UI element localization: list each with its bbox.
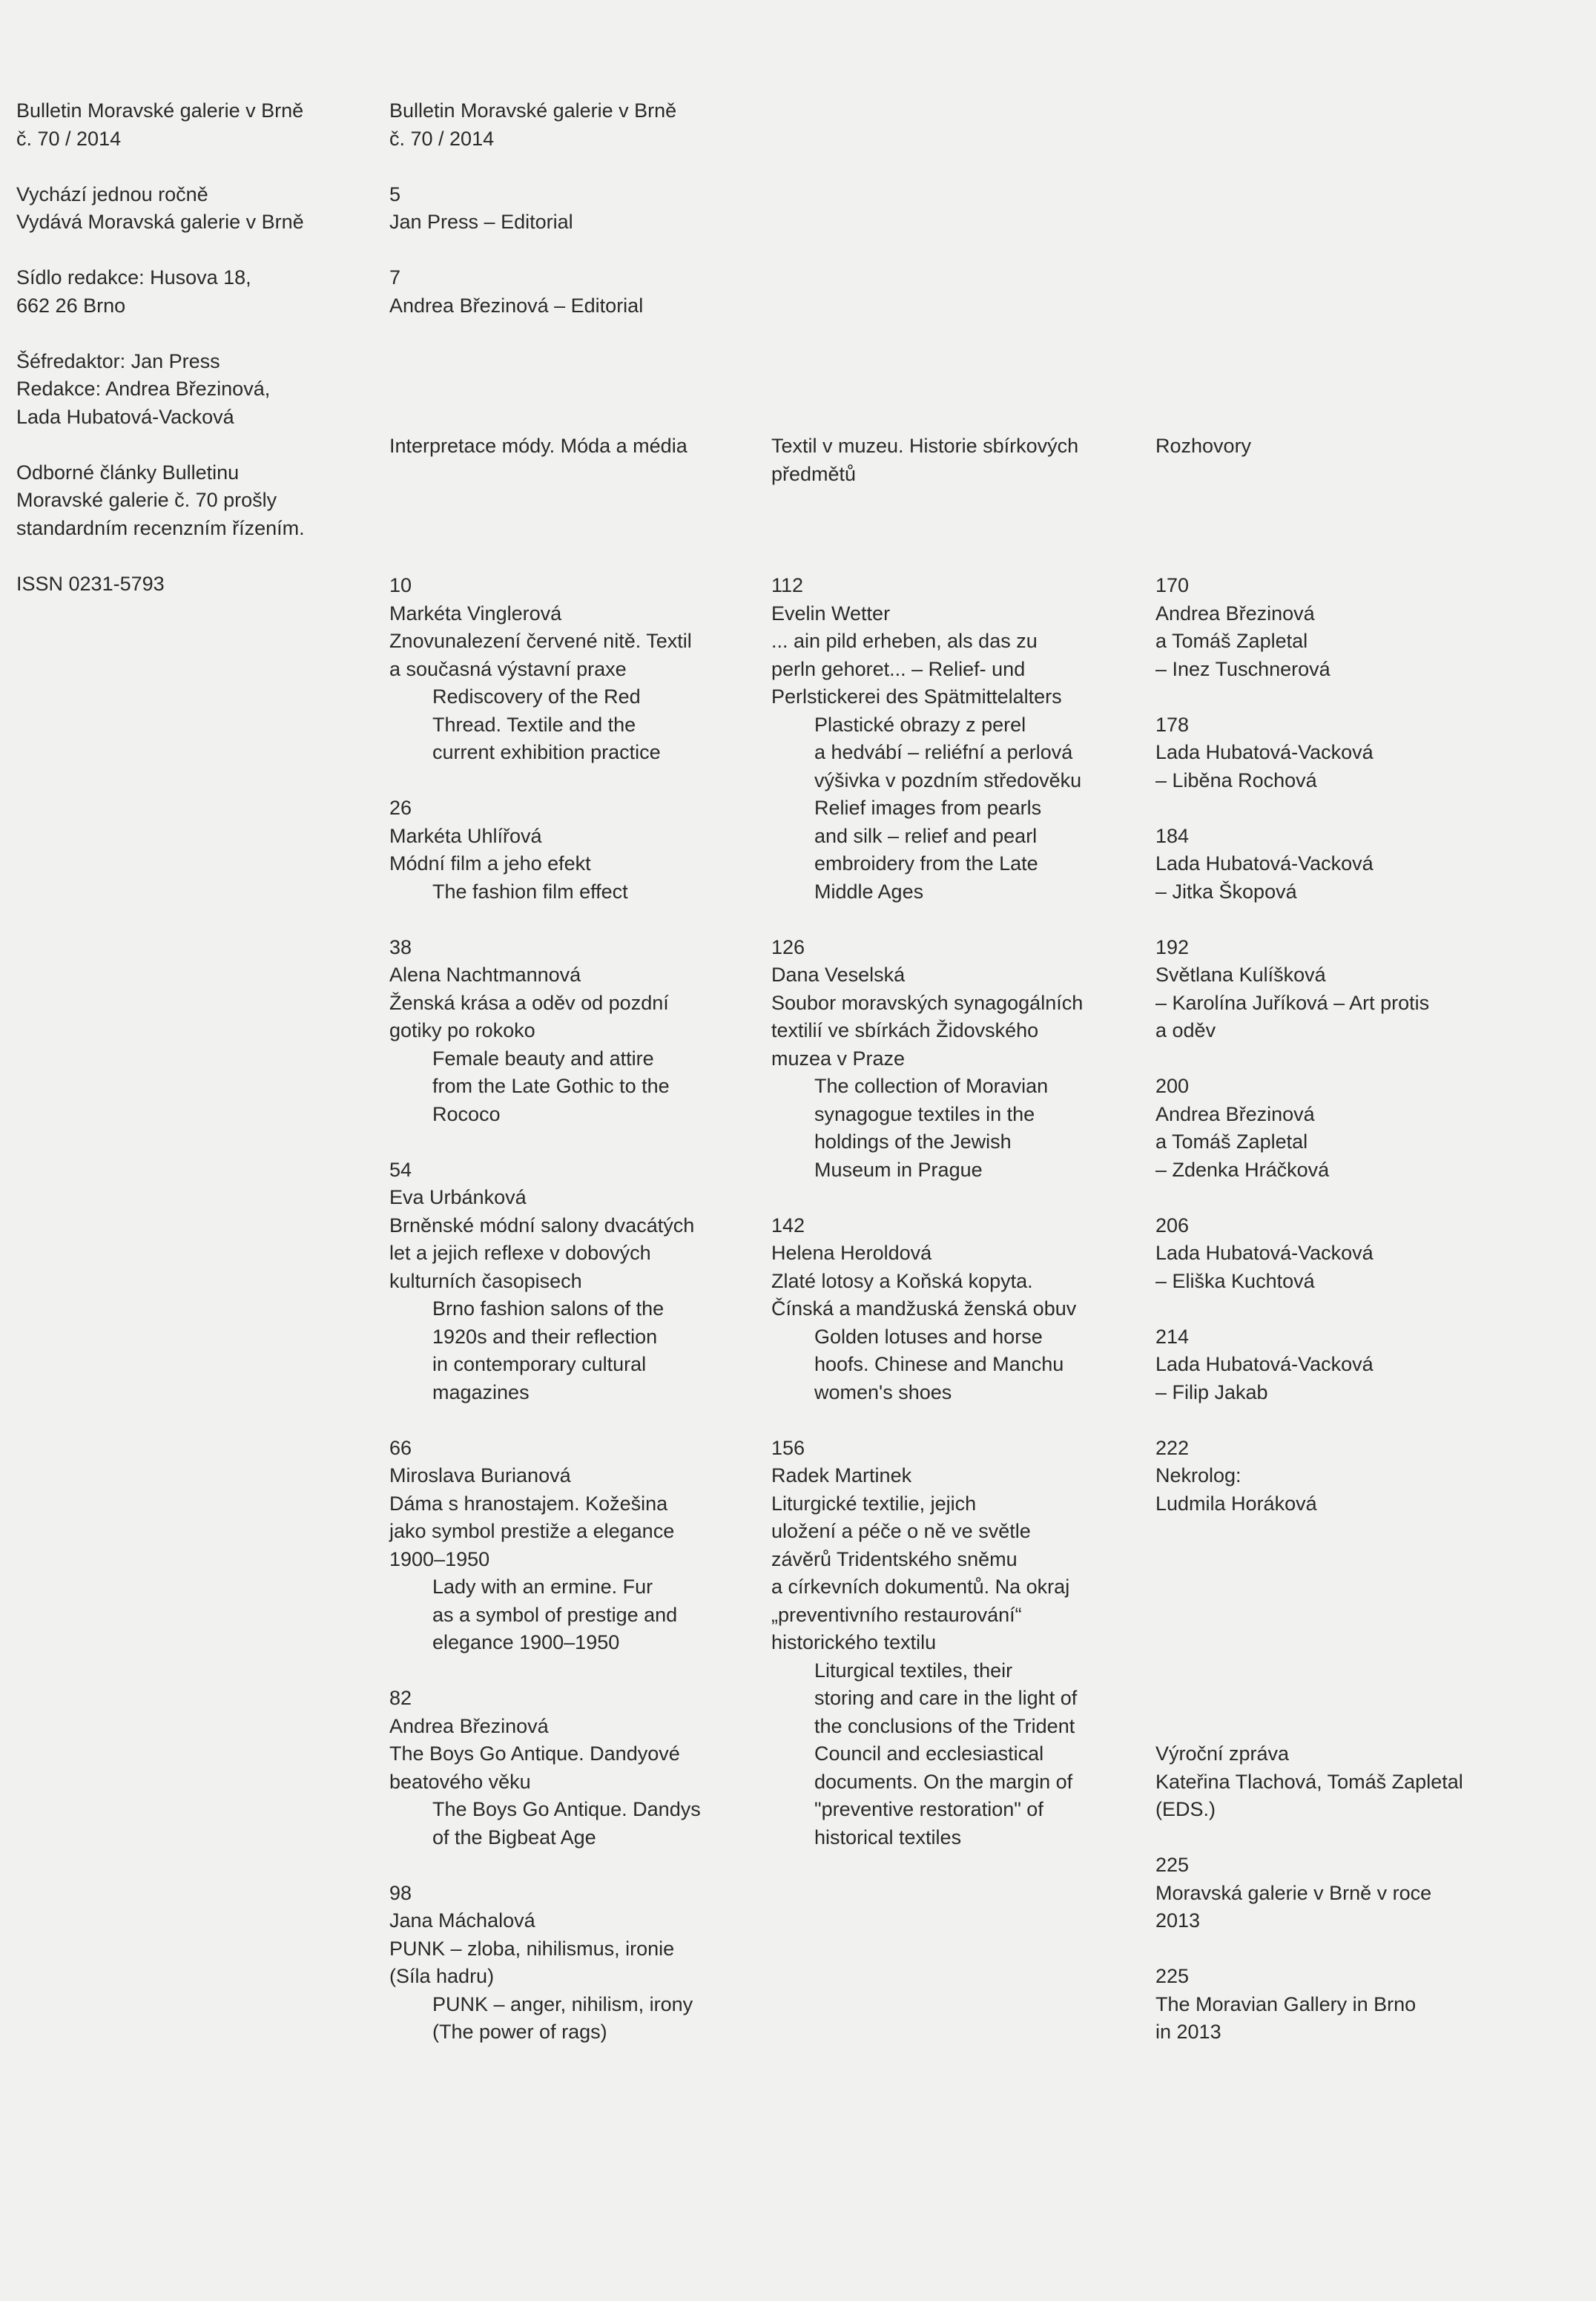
entry-english-title: documents. On the margin of	[814, 1770, 1073, 1793]
entry-page: 112	[771, 574, 804, 596]
entry-author: Markéta Uhlířová	[389, 824, 542, 847]
section-heading-textiles: Textil v muzeu. Historie sbírkových předmětů	[771, 435, 1079, 485]
entry-line: – Liběna Rochová	[1155, 768, 1317, 791]
entry-line: Lada Hubatová-Vacková	[1155, 1353, 1374, 1375]
annual-report	[1155, 1740, 1526, 2047]
toc-entry[interactable]	[1155, 1073, 1526, 1184]
entry-line: Andrea Březinová	[1155, 1102, 1315, 1125]
editorial-page: 5	[389, 182, 401, 205]
toc-entry[interactable]	[1155, 823, 1526, 906]
entry-page: 170	[1155, 574, 1190, 596]
entry-line: – Karolína Juříková – Art protis	[1155, 991, 1430, 1014]
entry-author: Alena Nachtmannová	[389, 964, 581, 986]
entry-title: Brněnské módní salony dvacátých	[389, 1214, 695, 1237]
entry-title: ... ain pild erheben, als das zu	[771, 630, 1038, 652]
entry-page: 54	[389, 1158, 412, 1181]
entry-title: a současná výstavní praxe	[389, 657, 627, 680]
toc-entry[interactable]	[1155, 1851, 1526, 1935]
entry-page: 82	[389, 1687, 412, 1709]
entry-author: Helena Heroldová	[771, 1242, 932, 1264]
entry-title: kulturních časopisech	[389, 1269, 582, 1292]
entry-line: Lada Hubatová-Vacková	[1155, 852, 1374, 875]
imprint-chief-editor: Šéfredaktor: Jan Press	[16, 349, 220, 372]
entry-english-title: Brno fashion salons of the	[432, 1297, 665, 1320]
entry-english-title: in contemporary cultural	[432, 1353, 647, 1375]
entry-english-title: The Boys Go Antique. Dandys	[432, 1798, 701, 1820]
entry-title: Čínská a mandžuská ženská obuv	[771, 1297, 1077, 1320]
entry-title: a církevních dokumentů. Na okraj	[771, 1576, 1070, 1598]
entry-english-title: the conclusions of the Trident	[814, 1714, 1075, 1737]
entry-title: gotiky po rokoko	[389, 1019, 535, 1041]
entry-english-title: Relief images from pearls	[814, 797, 1042, 819]
toc-title: Bulletin Moravské galerie v Brně	[389, 99, 677, 122]
toc-column-interviews	[1155, 572, 1526, 1518]
entry-page: 98	[389, 1881, 412, 1904]
entry-title: Zlaté lotosy a Koňská kopyta.	[771, 1269, 1033, 1292]
entry-line: Lada Hubatová-Vacková	[1155, 741, 1374, 763]
entry-line: Andrea Březinová	[1155, 602, 1315, 625]
entry-english-title: as a symbol of prestige and	[432, 1603, 678, 1626]
entry-line: Lada Hubatová-Vacková	[1155, 1242, 1374, 1264]
entry-title: Liturgické textilie, jejich	[771, 1492, 977, 1515]
entry-line: a Tomáš Zapletal	[1155, 630, 1308, 652]
entry-page: 142	[771, 1214, 805, 1237]
toc-entry[interactable]	[1155, 1435, 1526, 1518]
entry-english-title: a hedvábí – reliéfní a perlová	[814, 741, 1073, 763]
toc-entry[interactable]	[771, 934, 1150, 1185]
annual-report-editors: Kateřina Tlachová, Tomáš Zapletal	[1155, 1770, 1463, 1793]
entry-title: PUNK – zloba, nihilismus, ironie	[389, 1937, 675, 1960]
imprint-publisher: Vydává Moravská galerie v Brně	[16, 211, 304, 233]
entry-english-title: of the Bigbeat Age	[432, 1826, 596, 1849]
toc-entry[interactable]	[1155, 711, 1526, 795]
toc-column-fashion	[389, 572, 760, 2047]
entry-english-title: Middle Ages	[814, 880, 924, 903]
entry-author: Eva Urbánková	[389, 1186, 527, 1208]
entry-title: Ženská krása a oděv od pozdní	[389, 991, 669, 1014]
entry-english-title: Council and ecclesiastical	[814, 1742, 1044, 1765]
toc-entry[interactable]	[1155, 572, 1526, 683]
toc-entry[interactable]	[389, 1685, 760, 1851]
entry-title: The Boys Go Antique. Dandyové	[389, 1742, 680, 1765]
entry-english-title: magazines	[432, 1380, 530, 1403]
entry-title: Znovunalezení červené nitě. Textil	[389, 630, 692, 652]
imprint-review-note: Moravské galerie č. 70 prošly	[16, 489, 277, 511]
annual-report-heading: Výroční zpráva	[1155, 1742, 1290, 1765]
entry-english-title: Plastické obrazy z perel	[814, 713, 1026, 736]
imprint-editors: Redakce: Andrea Březinová,	[16, 378, 271, 400]
entry-title: Perlstickerei des Spätmittelalters	[771, 685, 1062, 708]
entry-english-title: storing and care in the light of	[814, 1687, 1078, 1709]
entry-author: Radek Martinek	[771, 1464, 912, 1487]
entry-title: textilií ve sbírkách Židovského	[771, 1019, 1039, 1041]
entry-title: „preventivního restaurování“	[771, 1603, 1022, 1626]
editorial-entry: Jan Press – Editorial	[389, 211, 573, 233]
entry-page: 225	[1155, 1854, 1190, 1876]
entry-author: Evelin Wetter	[771, 602, 891, 625]
imprint-editors: Lada Hubatová-Vacková	[16, 405, 234, 428]
entry-english-title: (The power of rags)	[432, 2021, 607, 2043]
entry-page: 126	[771, 935, 805, 958]
entry-english-title: Liturgical textiles, their	[814, 1659, 1013, 1682]
entry-english-title: PUNK – anger, nihilism, irony	[432, 1992, 693, 2015]
entry-line: – Zdenka Hráčková	[1155, 1158, 1330, 1181]
entry-english-title: Museum in Prague	[814, 1158, 983, 1181]
entry-title: let a jejich reflexe v dobových	[389, 1242, 651, 1264]
toc-entry[interactable]	[1155, 1963, 1526, 2047]
toc-entry[interactable]	[389, 572, 760, 767]
entry-page: 200	[1155, 1075, 1190, 1097]
imprint-frequency: Vychází jednou ročně	[16, 182, 208, 205]
entry-english-title: The collection of Moravian	[814, 1075, 1049, 1097]
entry-english-title: Rediscovery of the Red	[432, 685, 641, 708]
entry-line: a Tomáš Zapletal	[1155, 1130, 1308, 1153]
entry-author: Miroslava Burianová	[389, 1464, 571, 1487]
toc-header	[389, 97, 760, 320]
toc-entry[interactable]	[389, 1880, 760, 2047]
editorial-page: 7	[389, 266, 401, 289]
toc-entry[interactable]	[1155, 1212, 1526, 1296]
entry-english-title: výšivka v pozdním středověku	[814, 768, 1082, 791]
entry-page: 66	[389, 1436, 412, 1459]
imprint-title: Bulletin Moravské galerie v Brně	[16, 99, 304, 122]
entry-english-title: from the Late Gothic to the	[432, 1075, 670, 1097]
entry-english-title: The fashion film effect	[432, 880, 628, 903]
entry-title: jako symbol prestiže a elegance	[389, 1520, 675, 1542]
entry-english-title: current exhibition practice	[432, 741, 661, 763]
editorial-entry: Andrea Březinová – Editorial	[389, 294, 644, 317]
annual-report-eds: (EDS.)	[1155, 1798, 1216, 1820]
entry-line: 2013	[1155, 1909, 1201, 1932]
entry-author: Jana Máchalová	[389, 1909, 535, 1932]
toc-entry[interactable]	[389, 1156, 760, 1407]
entry-line: – Eliška Kuchtová	[1155, 1269, 1315, 1292]
entry-english-title: hoofs. Chinese and Manchu	[814, 1353, 1064, 1375]
imprint-issn: ISSN 0231-5793	[16, 572, 165, 595]
entry-line: in 2013	[1155, 2021, 1221, 2043]
entry-line: Ludmila Horáková	[1155, 1492, 1317, 1515]
section-heading-fashion: Interpretace módy. Móda a média	[389, 435, 687, 457]
entry-author: Markéta Vinglerová	[389, 602, 562, 625]
entry-line: The Moravian Gallery in Brno	[1155, 1992, 1417, 2015]
toc-entry[interactable]	[771, 1435, 1150, 1852]
entry-english-title: women's shoes	[814, 1380, 952, 1403]
entry-line: – Inez Tuschnerová	[1155, 657, 1330, 680]
entry-line: – Jitka Škopová	[1155, 880, 1297, 903]
entry-page: 222	[1155, 1436, 1190, 1459]
imprint	[16, 97, 365, 598]
entry-line: Moravská galerie v Brně v roce	[1155, 1881, 1432, 1904]
entry-page: 38	[389, 935, 412, 958]
entry-page: 156	[771, 1436, 805, 1459]
entry-english-title: historical textiles	[814, 1826, 962, 1849]
entry-line: Světlana Kulíšková	[1155, 964, 1326, 986]
entry-title: Módní film a jeho efekt	[389, 852, 591, 875]
entry-title: 1900–1950	[389, 1547, 490, 1570]
entry-page: 184	[1155, 824, 1190, 847]
entry-english-title: "preventive restoration" of	[814, 1798, 1043, 1820]
imprint-review-note: Odborné články Bulletinu	[16, 461, 240, 484]
entry-title: perln gehoret... – Relief- und	[771, 657, 1026, 680]
entry-title: Dáma s hranostajem. Kožešina	[389, 1492, 668, 1515]
entry-english-title: 1920s and their reflection	[432, 1325, 658, 1348]
toc-entry[interactable]	[389, 934, 760, 1129]
toc-column-textiles	[771, 572, 1150, 1851]
entry-english-title: and silk – relief and pearl	[814, 824, 1038, 847]
section-heading-interviews: Rozhovory	[1155, 435, 1252, 457]
toc-entry[interactable]	[1155, 934, 1526, 1045]
imprint-address: 662 26 Brno	[16, 294, 126, 317]
entry-english-title: elegance 1900–1950	[432, 1631, 620, 1653]
entry-line: – Filip Jakab	[1155, 1380, 1268, 1403]
entry-page: 206	[1155, 1214, 1190, 1237]
entry-title: muzea v Praze	[771, 1047, 906, 1070]
entry-author: Dana Veselská	[771, 964, 906, 986]
toc-entry[interactable]	[771, 1212, 1150, 1407]
imprint-issue: č. 70 / 2014	[16, 127, 122, 150]
toc-entry[interactable]	[1155, 1323, 1526, 1407]
entry-page: 214	[1155, 1325, 1190, 1348]
entry-english-title: Golden lotuses and horse	[814, 1325, 1043, 1348]
entry-english-title: embroidery from the Late	[814, 852, 1038, 875]
entry-title: Soubor moravských synagogálních	[771, 991, 1084, 1014]
entry-page: 10	[389, 574, 412, 596]
entry-line: a oděv	[1155, 1019, 1216, 1041]
entry-english-title: Female beauty and attire	[432, 1047, 654, 1070]
entry-english-title: Lady with an ermine. Fur	[432, 1576, 653, 1598]
imprint-review-note: standardním recenzním řízením.	[16, 516, 305, 539]
entry-english-title: synagogue textiles in the	[814, 1102, 1035, 1125]
entry-page: 225	[1155, 1965, 1190, 1987]
entry-title: beatového věku	[389, 1770, 531, 1793]
entry-title: historického textilu	[771, 1631, 937, 1653]
toc-issue: č. 70 / 2014	[389, 127, 495, 150]
toc-entry[interactable]	[389, 794, 760, 906]
imprint-address: Sídlo redakce: Husova 18,	[16, 266, 251, 289]
entry-title: uložení a péče o ně ve světle	[771, 1520, 1031, 1542]
entry-english-title: holdings of the Jewish	[814, 1130, 1012, 1153]
entry-page: 26	[389, 797, 412, 819]
entry-english-title: Rococo	[432, 1102, 501, 1125]
entry-line: Nekrolog:	[1155, 1464, 1241, 1487]
toc-entry[interactable]	[389, 1435, 760, 1657]
entry-page: 178	[1155, 713, 1190, 736]
entry-page: 192	[1155, 935, 1190, 958]
entry-title: závěrů Tridentského sněmu	[771, 1547, 1018, 1570]
toc-entry[interactable]	[771, 572, 1150, 906]
entry-title: (Síla hadru)	[389, 1965, 495, 1987]
entry-author: Andrea Březinová	[389, 1714, 549, 1737]
entry-english-title: Thread. Textile and the	[432, 713, 636, 736]
